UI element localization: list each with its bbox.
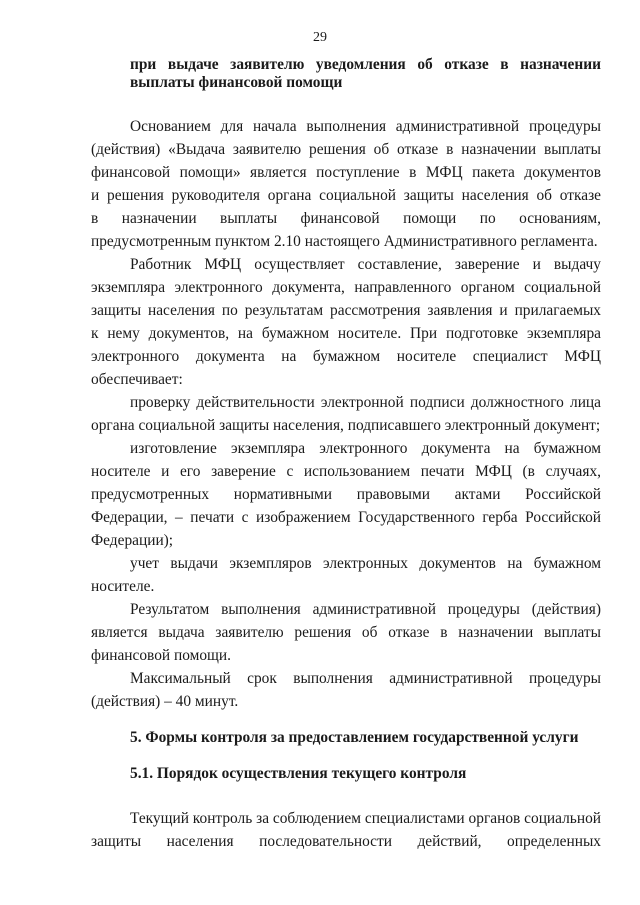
paragraph-line: Текущий контроль за соблюдением специалистами органов социальной (130, 810, 601, 827)
section-5-1-title: 5.1. Порядок осуществления текущего контроля (130, 765, 467, 782)
paragraph-line: и решения руководителя органа социальной защиты населения об отказе (91, 187, 601, 204)
paragraph-line: Максимальный срок выполнения административной процедуры (130, 670, 601, 687)
paragraph-line: Результатом выполнения административной процедуры (действия) (130, 601, 601, 618)
paragraph-line: является выдача заявителю решения об отказе в назначении выплаты (91, 624, 601, 641)
paragraph-line: носителе и его заверение с использованием печати МФЦ (в случаях, (91, 463, 601, 480)
paragraph-line: финансовой помощи» является поступление в МФЦ пакета документов (91, 164, 601, 181)
paragraph-line: предусмотренных нормативными правовыми актами Российской (91, 486, 601, 503)
paragraph-line: проверку действительности электронной подписи должностного лица (130, 394, 601, 411)
paragraph-line: (действия) – 40 минут. (91, 693, 239, 710)
paragraph-line: Федерации, – печати с изображением Государственного герба Российской (91, 509, 601, 526)
paragraph-line: учет выдачи экземпляров электронных документов на бумажном (130, 555, 601, 572)
page-number: 29 (313, 30, 327, 45)
paragraph-line: к нему документов, на бумажном носителе. При подготовке экземпляра (91, 325, 601, 342)
paragraph-line: предусмотренным пунктом 2.10 настоящего Административного регламента. (91, 233, 598, 250)
paragraph-line: защиты населения по результатам рассмотрения заявления и прилагаемых (91, 302, 601, 319)
paragraph-line: носителе. (91, 578, 155, 595)
paragraph-line: обеспечивает: (91, 371, 183, 388)
paragraph-line: финансовой помощи. (91, 647, 231, 664)
paragraph-line: экземпляра электронного документа, направленного органом социальной (91, 279, 601, 296)
paragraph-line: Основанием для начала выполнения административной процедуры (130, 118, 601, 135)
paragraph-line: электронного документа на бумажном носителе специалист МФЦ (91, 348, 601, 365)
paragraph-line: (действия) «Выдача заявителю решения об отказе в назначении выплаты (91, 141, 601, 158)
heading-line-2: выплаты финансовой помощи (130, 74, 343, 91)
paragraph-line: Работник МФЦ осуществляет составление, заверение и выдачу (130, 256, 601, 273)
paragraph-line: Федерации); (91, 532, 174, 549)
section-5-title: 5. Формы контроля за предоставлением государственной услуги (130, 729, 579, 746)
paragraph-line: органа социальной защиты населения, подписавшего электронный документ; (91, 417, 601, 434)
paragraph-line: изготовление экземпляра электронного документа на бумажном (130, 440, 601, 457)
paragraph-line: в назначении выплаты финансовой помощи по основаниям, (91, 210, 601, 227)
paragraph-line: защиты населения последовательности действий, определенных (91, 833, 601, 850)
heading-line-1: при выдаче заявителю уведомления об отказе в назначении (130, 56, 601, 73)
